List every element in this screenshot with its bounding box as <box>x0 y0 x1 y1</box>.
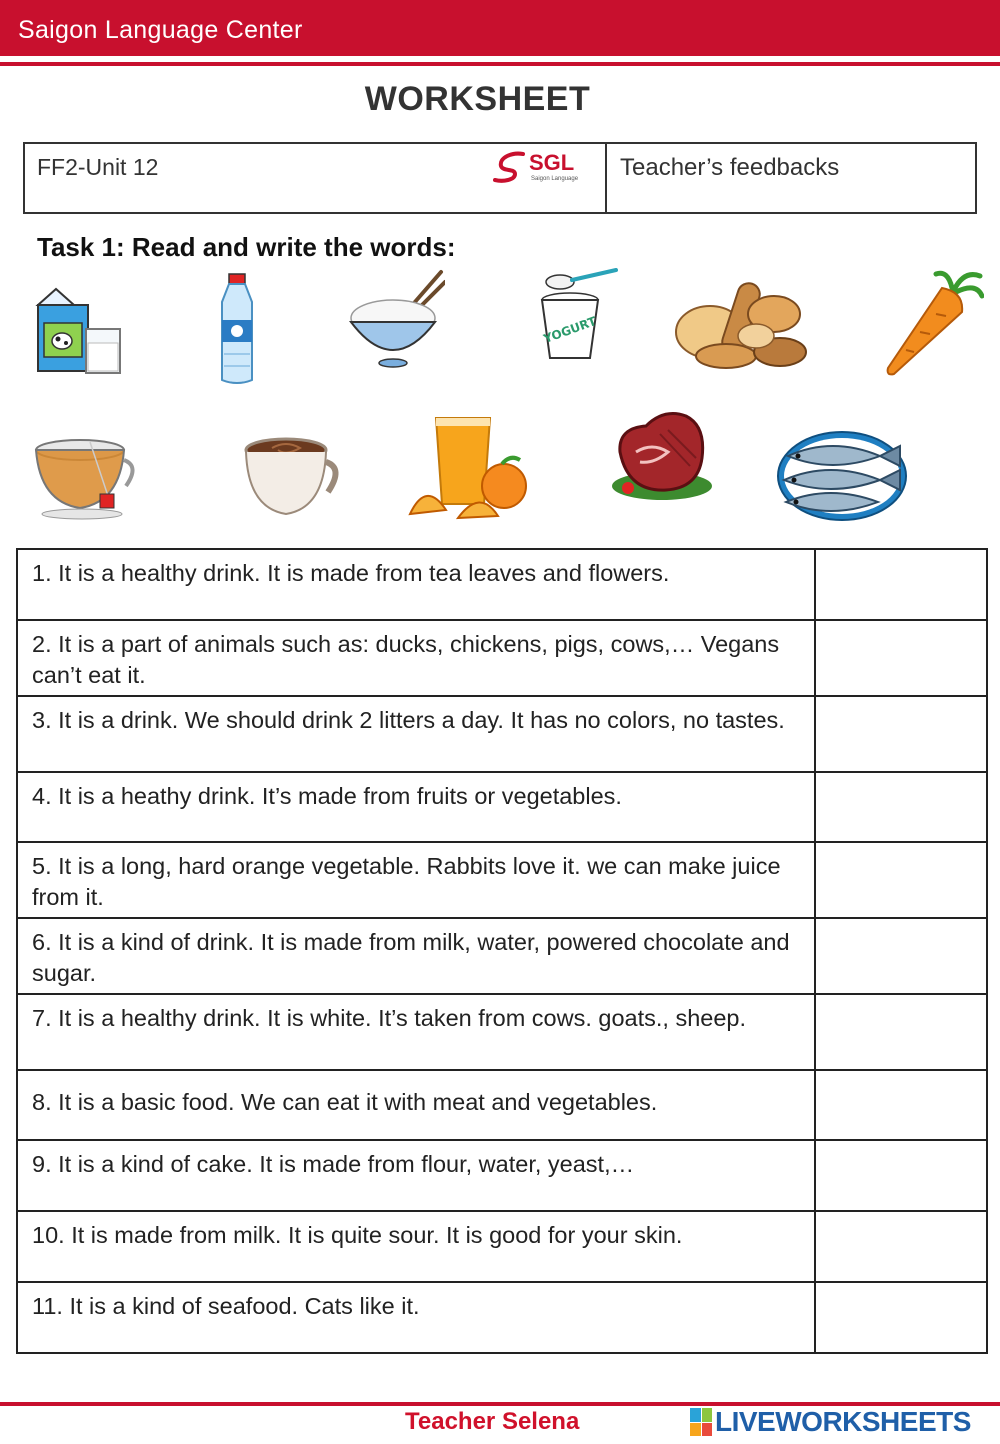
liveworksheets-text: LIVEWORKSHEETS <box>715 1406 971 1437</box>
header-divider <box>0 62 1000 66</box>
teacher-name: Teacher Selena <box>405 1408 580 1435</box>
question-text: 6. It is a kind of drink. It is made from milk, water, powered chocolate and sugar. <box>17 918 815 994</box>
fish-icon <box>776 426 916 524</box>
worksheet-title: WORKSHEET <box>364 80 591 118</box>
unit-cell <box>25 144 607 212</box>
question-text: 9. It is a kind of cake. It is made from flour, water, yeast,… <box>17 1140 815 1211</box>
table-row <box>17 994 987 1070</box>
water-bottle-icon <box>212 272 262 386</box>
question-text: 2. It is a part of animals such as: ducks, chickens, pigs, cows,… Vegans can’t eat it. <box>17 620 815 696</box>
answer-cell[interactable] <box>815 1070 987 1140</box>
liveworksheets-grid-icon <box>690 1408 712 1436</box>
table-row <box>17 1140 987 1211</box>
answer-cell[interactable] <box>815 696 987 772</box>
question-text: 11. It is a kind of seafood. Cats like it. <box>17 1282 815 1353</box>
answer-cell[interactable] <box>815 1282 987 1353</box>
answer-cell[interactable] <box>815 994 987 1070</box>
questions-table <box>16 548 988 1354</box>
orange-juice-icon <box>406 414 532 520</box>
question-text: 8. It is a basic food. We can eat it with meat and vegetables. <box>17 1070 815 1140</box>
liveworksheets-logo <box>690 1404 971 1440</box>
rice-bowl-icon <box>345 266 445 370</box>
table-row <box>17 620 987 696</box>
center-name: Saigon Language Center <box>18 16 303 44</box>
info-box <box>23 142 977 214</box>
logo-text: SGL <box>529 150 575 175</box>
header-bar <box>0 0 1000 56</box>
question-text: 1. It is a healthy drink. It is made from tea leaves and flowers. <box>17 549 815 620</box>
answer-cell[interactable] <box>815 918 987 994</box>
yogurt-icon <box>536 268 620 364</box>
feedback-cell[interactable] <box>607 144 975 212</box>
table-row <box>17 772 987 842</box>
unit-label: FF2-Unit 12 <box>37 154 159 180</box>
answer-cell[interactable] <box>815 842 987 918</box>
table-row <box>17 549 987 620</box>
sgl-swoosh-icon <box>493 150 529 184</box>
question-text: 10. It is made from milk. It is quite sour. It is good for your skin. <box>17 1211 815 1282</box>
question-text: 7. It is a healthy drink. It is white. It’s taken from cows. goats., sheep. <box>17 994 815 1070</box>
question-text: 5. It is a long, hard orange vegetable. Rabbits love it. we can make juice from it. <box>17 842 815 918</box>
logo-subtext: Saigon Language <box>531 176 579 182</box>
table-row <box>17 842 987 918</box>
sgl-logo <box>493 150 593 186</box>
meat-icon <box>606 406 716 504</box>
task-title: Task 1: Read and write the words: <box>37 232 456 262</box>
answer-cell[interactable] <box>815 620 987 696</box>
table-row <box>17 696 987 772</box>
table-row <box>17 918 987 994</box>
hot-chocolate-icon <box>242 436 344 518</box>
table-row <box>17 1282 987 1353</box>
question-text: 4. It is a heathy drink. It’s made from fruits or vegetables. <box>17 772 815 842</box>
answer-cell[interactable] <box>815 1140 987 1211</box>
table-row <box>17 1070 987 1140</box>
answer-cell[interactable] <box>815 549 987 620</box>
answer-cell[interactable] <box>815 1211 987 1282</box>
bread-icon <box>670 274 812 376</box>
feedback-label: Teacher’s feedbacks <box>620 154 840 181</box>
question-text: 3. It is a drink. We should drink 2 litters a day. It has no colors, no tastes. <box>17 696 815 772</box>
table-row <box>17 1211 987 1282</box>
milk-icon <box>34 283 126 375</box>
tea-icon <box>30 430 140 520</box>
yogurt-label: YOGURT <box>541 314 599 346</box>
answer-cell[interactable] <box>815 772 987 842</box>
carrot-icon <box>884 270 984 380</box>
